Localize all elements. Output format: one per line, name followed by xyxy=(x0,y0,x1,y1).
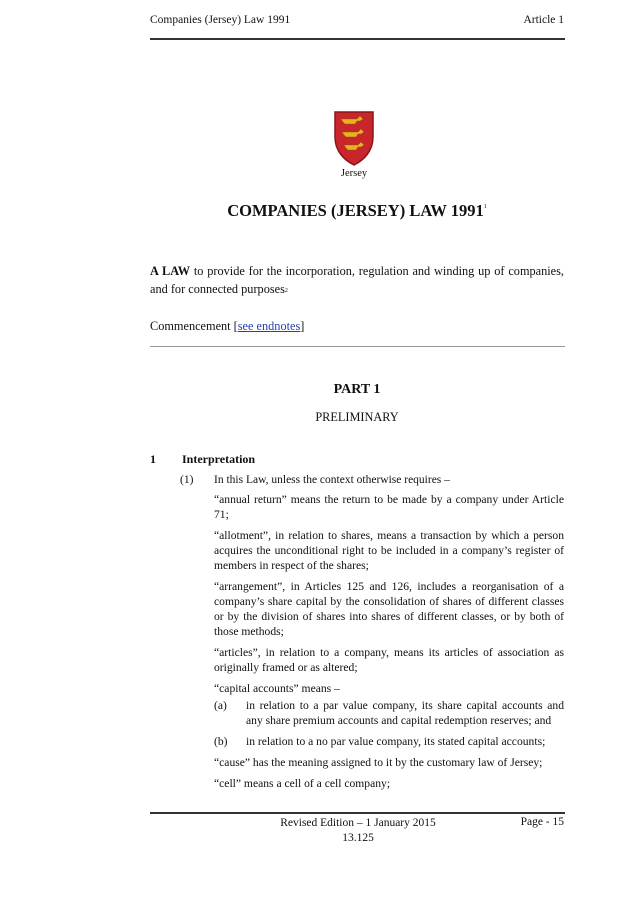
definition-capital-accounts: “capital accounts” means – xyxy=(214,682,340,695)
definition-allotment: “allotment”, in relation to shares, means a transaction by which a person acquires the unconditional right to be included in a company’s register of members in respect of the shares; xyxy=(214,529,564,572)
long-title-text: to provide for the incorporation, regulation and winding up of companies, and for connected purposes xyxy=(150,264,564,296)
long-title-lead: A LAW xyxy=(150,264,191,278)
definition-cell: “cell” means a cell of a cell company; xyxy=(214,777,391,790)
separator-rule xyxy=(150,346,565,347)
footer-rule xyxy=(150,812,565,814)
crest-label: Jersey xyxy=(340,168,368,179)
article-title: Interpretation xyxy=(182,452,256,466)
footer-code: 13.125 xyxy=(342,832,374,844)
long-title xyxy=(150,262,564,298)
part-subheading: PRELIMINARY xyxy=(315,410,399,424)
definition-arrangement: “arrangement”, in Articles 125 and 126, includes a reorganisation of a company’s share capital by the consolidation of shares of different classes or by the division of shares into shares of different classes, or by both of those methods; xyxy=(214,580,564,638)
commencement-line xyxy=(150,319,564,334)
paragraph-text: In this Law, unless the context otherwise requires – xyxy=(214,474,450,486)
long-title-endnote-ref[interactable]: 2 xyxy=(284,288,288,294)
header-rule xyxy=(150,38,565,40)
definition-cause: “cause” has the meaning assigned to it by the customary law of Jersey; xyxy=(214,756,543,769)
law-title xyxy=(150,201,564,221)
item-label: (a) xyxy=(214,699,227,712)
law-title-text: COMPANIES (JERSEY) LAW 1991 xyxy=(227,201,484,220)
footer-page-number: Page - 15 xyxy=(520,816,564,828)
footer-edition-block xyxy=(258,816,458,846)
definitions-list xyxy=(214,492,564,797)
see-endnotes-link[interactable]: see endnotes xyxy=(237,319,301,333)
header-law-title: Companies (Jersey) Law 1991 xyxy=(150,14,291,26)
item-label: (b) xyxy=(214,735,228,748)
capital-accounts-item-b xyxy=(214,734,564,749)
footer-edition: Revised Edition – 1 January 2015 xyxy=(280,817,436,829)
jersey-crest-icon xyxy=(331,109,377,167)
paragraph-number: (1) xyxy=(180,474,194,486)
definition-articles: “articles”, in relation to a company, means its articles of association as originally framed or as altered; xyxy=(214,646,564,674)
header-article: Article 1 xyxy=(523,14,564,26)
commencement-label: Commencement [ xyxy=(150,319,238,333)
article-number: 1 xyxy=(150,452,156,466)
capital-accounts-item-a xyxy=(214,698,564,728)
title-endnote-ref[interactable]: 1 xyxy=(483,204,487,210)
item-text: in relation to a no par value company, its stated capital accounts; xyxy=(246,735,546,748)
part-heading: PART 1 xyxy=(333,382,381,397)
item-text: in relation to a par value company, its share capital accounts and any share premium accounts and capital redemption reserves; and xyxy=(246,699,564,727)
commencement-close: ] xyxy=(300,319,305,333)
definition-annual-return: “annual return” means the return to be made by a company under Article 71; xyxy=(214,493,564,521)
